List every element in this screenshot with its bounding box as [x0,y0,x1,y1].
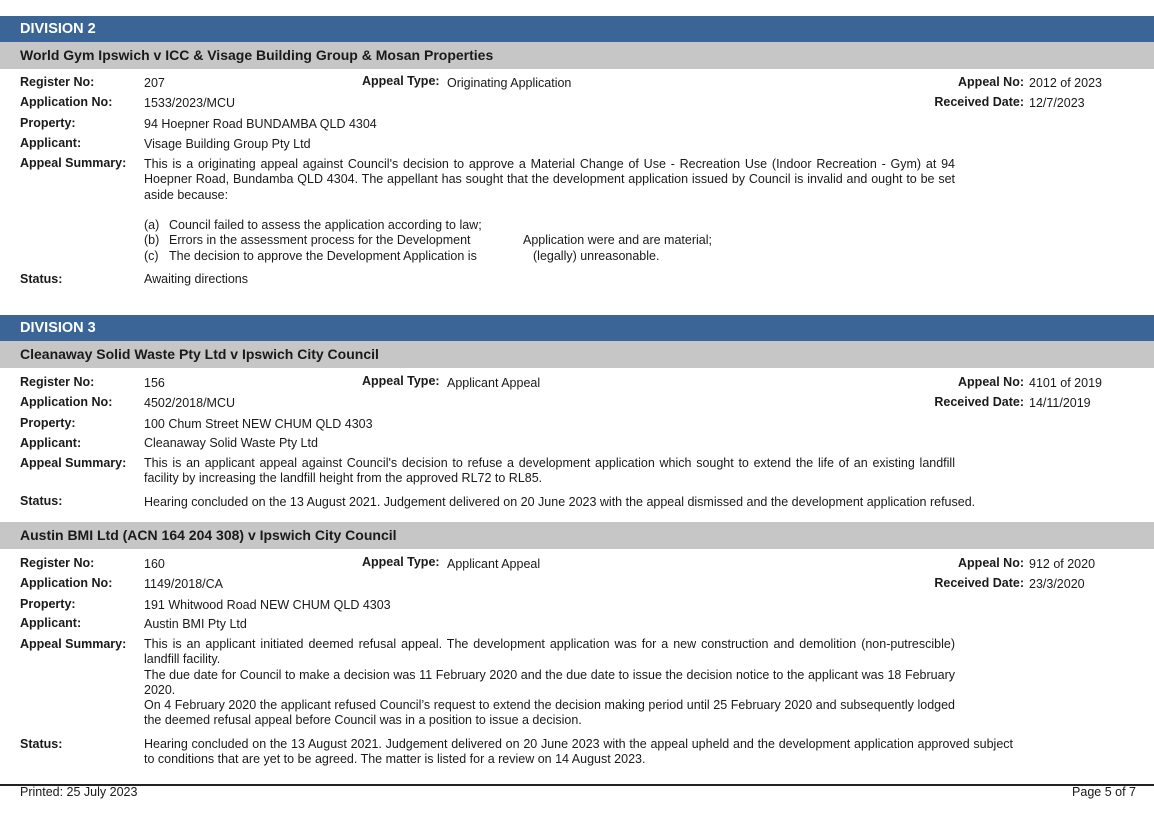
status-value: Hearing concluded on the 13 August 2021. Judgement delivered on 20 June 2023 with the appeal dismissed and the development application refused. [144,495,976,509]
register-no-label: Register No: [20,556,95,570]
property-value: 100 Chum Street NEW CHUM QLD 4303 [144,417,373,431]
appeal-no-label: Appeal No: [958,75,1024,89]
appeal-summary-paragraph: The due date for Council to make a decision was 11 February 2020 and the due date to issue the decision notice to the applicant was 18 February 2020. [144,667,955,697]
application-no-label: Application No: [20,395,113,409]
status-label: Status: [20,494,63,508]
received-date-value: 23/3/2020 [1029,577,1085,591]
appeal-no-label: Appeal No: [958,375,1024,389]
applicant-label: Applicant: [20,436,82,450]
application-no-label: Application No: [20,576,113,590]
status-value: Hearing concluded on the 13 August 2021. Judgement delivered on 20 June 2023 with the appeal upheld and the development application approved subject to conditions that are yet to be agreed. The matter is listed for a review on 14 August 2023. [144,737,1013,767]
appeal-no-value: 2012 of 2023 [1029,76,1102,90]
received-date-label: Received Date: [934,95,1024,109]
property-value: 94 Hoepner Road BUNDAMBA QLD 4304 [144,117,377,131]
register-no-value: 160 [144,557,165,571]
list-item-tail: (legally) unreasonable. [533,249,660,263]
list-marker: (c) [144,249,159,263]
page-number: Page 5 of 7 [1072,785,1136,799]
register-no-label: Register No: [20,75,95,89]
list-item-tail: Application were and are material; [523,233,712,247]
application-no-value: 1149/2018/CA [144,577,223,591]
status-label: Status: [20,272,63,286]
list-marker: (a) [144,218,160,232]
appeal-no-value: 4101 of 2019 [1029,376,1102,390]
applicant-value: Cleanaway Solid Waste Pty Ltd [144,436,318,450]
case-title-austin-bmi: Austin BMI Ltd (ACN 164 204 308) v Ipswich City Council [0,522,1154,549]
register-no-value: 156 [144,376,165,390]
application-no-value: 4502/2018/MCU [144,396,236,410]
appeal-type-value: Originating Application [447,76,572,90]
appeal-type-value: Applicant Appeal [447,376,541,390]
applicant-label: Applicant: [20,136,82,150]
list-marker: (b) [144,233,160,247]
case-title-world-gym: World Gym Ipswich v ICC & Visage Building Group & Mosan Properties [0,42,1154,69]
status-value: Awaiting directions [144,272,248,286]
property-label: Property: [20,116,76,130]
application-no-value: 1533/2023/MCU [144,96,236,110]
received-date-label: Received Date: [934,395,1024,409]
footer-divider [0,784,1154,786]
printed-date: Printed: 25 July 2023 [20,785,138,799]
appeal-summary-paragraph: This is an applicant initiated deemed refusal appeal. The development application was for a new construction and demolition (non-putrescible) landfill facility. [144,637,955,667]
division-2-header: DIVISION 2 [0,16,1154,42]
received-date-label: Received Date: [934,576,1024,590]
appeal-summary-label: Appeal Summary: [20,156,127,170]
list-item-text: Errors in the assessment process for the Development [169,233,471,247]
applicant-value: Austin BMI Pty Ltd [144,617,247,631]
applicant-value: Visage Building Group Pty Ltd [144,137,311,151]
status-label: Status: [20,737,63,751]
appeal-summary-label: Appeal Summary: [20,456,127,470]
appeal-summary-paragraph: On 4 February 2020 the applicant refused Council’s request to extend the decision making period until 25 February 2020 and subsequently lodged the deemed refusal appeal before Council was in a position to issue a decision. [144,698,955,728]
appeal-summary-label: Appeal Summary: [20,637,127,651]
register-no-label: Register No: [20,375,95,389]
appeal-summary-text [144,637,955,729]
register-no-value: 207 [144,76,165,90]
appeal-summary-text: This is an applicant appeal against Council's decision to refuse a development application which sought to extend the life of an existing landfill facility by increasing the landfill height from the approved RL72 to RL85. [144,456,955,486]
property-value: 191 Whitwood Road NEW CHUM QLD 4303 [144,598,391,612]
division-3-header: DIVISION 3 [0,315,1154,341]
property-label: Property: [20,416,76,430]
appeal-type-value: Applicant Appeal [447,557,541,571]
list-item-text: Council failed to assess the application according to law; [169,218,482,232]
list-item-text: The decision to approve the Development Application is [169,249,477,263]
appeal-type-label: Appeal Type: [362,74,440,88]
received-date-value: 14/11/2019 [1029,396,1091,410]
received-date-value: 12/7/2023 [1029,96,1085,110]
application-no-label: Application No: [20,95,113,109]
appeal-no-label: Appeal No: [958,556,1024,570]
appeal-summary-text: This is a originating appeal against Council's decision to approve a Material Change of Use - Recreation Use (Indoor Recreation - Gym) at 94 Hoepner Road, Bundamba QLD 4304. The appellant has sought that the development application issued by Council is invalid and ought to be set aside because: [144,157,955,202]
appeal-type-label: Appeal Type: [362,555,440,569]
appeal-no-value: 912 of 2020 [1029,557,1096,571]
appeal-type-label: Appeal Type: [362,374,440,388]
property-label: Property: [20,597,76,611]
applicant-label: Applicant: [20,616,82,630]
case-title-cleanaway: Cleanaway Solid Waste Pty Ltd v Ipswich City Council [0,341,1154,368]
